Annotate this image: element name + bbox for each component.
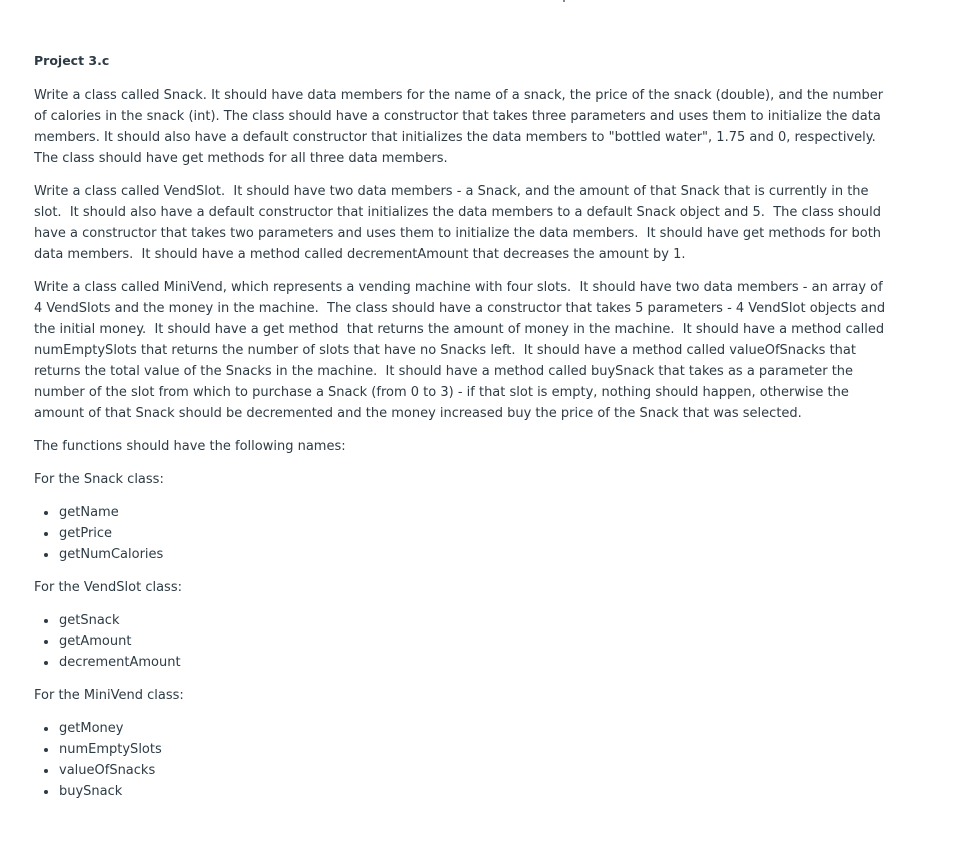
- list-item: getPrice: [59, 523, 894, 544]
- list-item: getSnack: [59, 610, 894, 631]
- list-item: numEmptySlots: [59, 739, 894, 760]
- list-item: getNumCalories: [59, 544, 894, 565]
- vendslot-description: Write a class called VendSlot. It should have two data members - a Snack, and the amount of that Snack that is currently in the slot. It should also have a default constructor that initializes the data members to a default Snack object and 5. The class should have a constructor that takes two parameters and uses them to initialize the data members. It should have get methods for both data members. It should have a method called decrementAmount that decreases the amount by 1.: [34, 184, 886, 262]
- list-item: getName: [59, 502, 894, 523]
- vendslot-methods-list: [34, 610, 894, 673]
- snack-description: Write a class called Snack. It should have data members for the name of a snack, the price of the snack (double), and the number of calories in the snack (int). The class should have a constructor that takes three parameters and uses them to initialize the data members. It should also have a default constructor that initializes the data members to "bottled water", 1.75 and 0, respectively. The class should have get methods for all three data members.: [34, 88, 888, 166]
- list-item: valueOfSnacks: [59, 760, 894, 781]
- snack-class-heading: For the Snack class:: [34, 472, 164, 487]
- minivend-methods-list: [34, 718, 894, 802]
- assignment-content: [34, 49, 894, 814]
- page-title: Project 3.c: [34, 53, 110, 68]
- top-edge-mark: [563, 0, 565, 2]
- list-item: getAmount: [59, 631, 894, 652]
- list-item: getMoney: [59, 718, 894, 739]
- list-item: decrementAmount: [59, 652, 894, 673]
- list-item: buySnack: [59, 781, 894, 802]
- function-names-intro: The functions should have the following names:: [34, 439, 346, 454]
- minivend-class-heading: For the MiniVend class:: [34, 688, 184, 703]
- minivend-description: Write a class called MiniVend, which represents a vending machine with four slots. It should have two data members - an array of 4 VendSlots and the money in the machine. The class should have a constructor that takes 5 parameters - 4 VendSlot objects and the initial money. It should have a get method that returns the amount of money in the machine. It should have a method called numEmptySlots that returns the number of slots that have no Snacks left. It should have a method called valueOfSnacks that returns the total value of the Snacks in the machine. It should have a method called buySnack that takes as a parameter the number of the slot from which to purchase a Snack (from 0 to 3) - if that slot is empty, nothing should happen, otherwise the amount of that Snack should be decremented and the money increased buy the price of the Snack that was selected.: [34, 280, 890, 421]
- vendslot-class-heading: For the VendSlot class:: [34, 580, 182, 595]
- snack-methods-list: [34, 502, 894, 565]
